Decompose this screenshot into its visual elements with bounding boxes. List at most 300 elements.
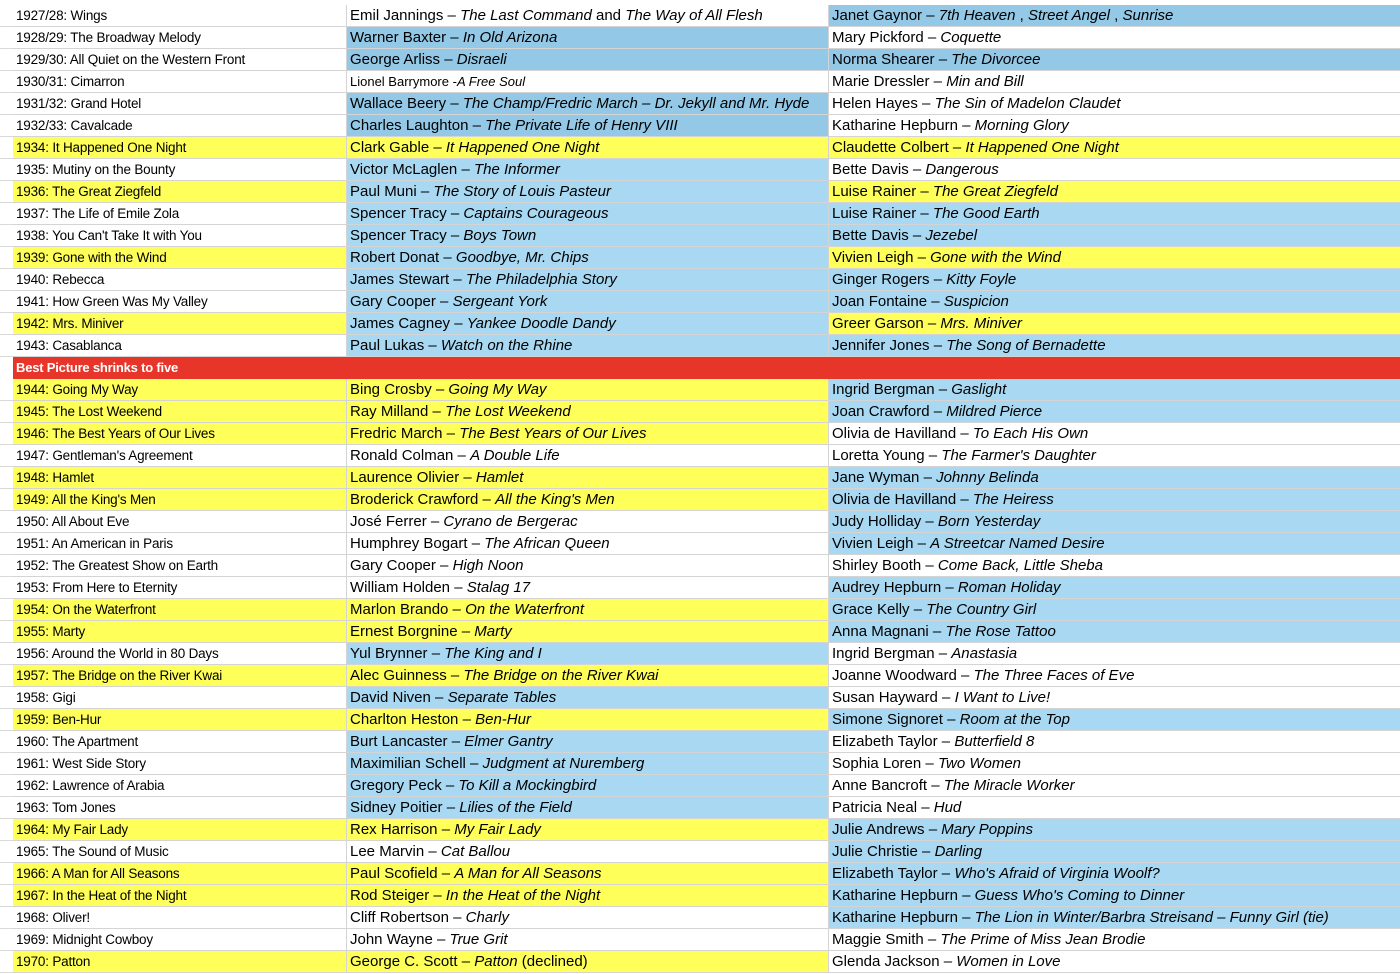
actress-film: Coquette — [940, 29, 1002, 46]
best-actress-cell[interactable] — [829, 951, 1400, 973]
actress-film: The Song of Bernadette — [946, 337, 1106, 354]
best-actress-cell[interactable] — [829, 423, 1400, 445]
separator: – — [939, 953, 957, 970]
best-picture-cell[interactable]: 1955: Marty — [13, 621, 347, 643]
actor-name: Robert Donat — [350, 249, 440, 266]
row-gutter — [0, 159, 13, 181]
table-row — [0, 27, 1400, 49]
best-actor-cell[interactable] — [347, 269, 829, 291]
best-actor-cell[interactable] — [347, 423, 829, 445]
best-picture-cell[interactable]: 1942: Mrs. Miniver — [13, 313, 347, 335]
separator: - — [449, 74, 457, 89]
separator: – — [459, 469, 476, 486]
best-actor-cell[interactable] — [347, 5, 829, 27]
best-actor-cell[interactable] — [347, 687, 829, 709]
actor-name: Paul Scofield — [350, 865, 438, 882]
actress-film: Mrs. Miniver — [940, 315, 1023, 332]
best-picture-cell[interactable]: 1968: Oliver! — [13, 907, 347, 929]
row-gutter — [0, 5, 13, 27]
actress-name: Judy Holliday — [832, 513, 922, 530]
separator: – — [956, 667, 974, 684]
best-actor-cell[interactable] — [347, 27, 829, 49]
best-picture-cell[interactable]: 1969: Midnight Cowboy — [13, 929, 347, 951]
best-actress-cell[interactable] — [829, 489, 1400, 511]
row-gutter — [0, 423, 13, 445]
best-picture-cell[interactable]: 1948: Hamlet — [13, 467, 347, 489]
best-picture-cell[interactable]: 1957: The Bridge on the River Kwai — [13, 665, 347, 687]
actress-name: Ingrid Bergman — [832, 645, 935, 662]
actor-film: The Bridge on the River Kwai — [463, 667, 659, 684]
separator: – — [934, 51, 952, 68]
table-row — [0, 621, 1400, 643]
best-picture-cell[interactable]: 1954: On the Waterfront — [13, 599, 347, 621]
actress-film: The Farmer's Daughter — [941, 447, 1096, 464]
row-gutter — [0, 643, 13, 665]
actor-film: Judgment at Nuremberg — [482, 755, 645, 772]
best-actor-cell[interactable] — [347, 533, 829, 555]
best-picture-cell[interactable]: 1935: Mutiny on the Bounty — [13, 159, 347, 181]
best-actor-cell[interactable] — [347, 115, 829, 137]
connector: and — [591, 7, 626, 24]
actor-name: Fredric March — [350, 425, 443, 442]
actress-name: Marie Dressler — [832, 73, 930, 90]
best-actress-cell[interactable] — [829, 71, 1400, 93]
actress-film: The Lion in Winter/Barbra Streisand – Funny Girl (tie) — [974, 909, 1329, 926]
best-picture-cell[interactable]: 1927/28: Wings — [13, 5, 347, 27]
actor-film: Marty — [474, 623, 512, 640]
best-actor-cell[interactable] — [347, 819, 829, 841]
best-actor-cell[interactable] — [347, 643, 829, 665]
table-row — [0, 753, 1400, 775]
best-picture-cell[interactable]: 1947: Gentleman's Agreement — [13, 445, 347, 467]
actress-name: Katharine Hepburn — [832, 887, 958, 904]
best-actress-cell[interactable] — [829, 709, 1400, 731]
best-actress-cell[interactable] — [829, 247, 1400, 269]
separator: – — [424, 337, 441, 354]
row-gutter — [0, 71, 13, 93]
best-actor-cell[interactable] — [347, 863, 829, 885]
best-actor-cell[interactable] — [347, 907, 829, 929]
best-actor-cell[interactable] — [347, 731, 829, 753]
actor-name: George Arliss — [350, 51, 441, 68]
table-row — [0, 863, 1400, 885]
best-picture-cell[interactable]: 1936: The Great Ziegfeld — [13, 181, 347, 203]
best-actress-cell[interactable] — [829, 203, 1400, 225]
best-actor-cell[interactable] — [347, 929, 829, 951]
best-picture-cell[interactable]: 1952: The Greatest Show on Earth — [13, 555, 347, 577]
best-actress-cell[interactable] — [829, 885, 1400, 907]
best-picture-cell[interactable]: 1963: Tom Jones — [13, 797, 347, 819]
best-picture-cell[interactable]: 1941: How Green Was My Valley — [13, 291, 347, 313]
table-row — [0, 203, 1400, 225]
separator: – — [442, 425, 460, 442]
table-row — [0, 797, 1400, 819]
table-row — [0, 555, 1400, 577]
best-actor-cell[interactable] — [347, 511, 829, 533]
actor-film: In the Heat of the Night — [445, 887, 601, 904]
best-actor-cell[interactable] — [347, 621, 829, 643]
row-gutter — [0, 863, 13, 885]
best-picture-cell[interactable]: 1944: Going My Way — [13, 379, 347, 401]
best-actress-cell[interactable] — [829, 511, 1400, 533]
separator: – — [427, 645, 445, 662]
best-actor-cell[interactable] — [347, 137, 829, 159]
row-gutter — [0, 49, 13, 71]
separator: – — [922, 7, 939, 24]
actor-film: It Happened One Night — [445, 139, 600, 156]
separator: – — [916, 183, 933, 200]
actor-film: Captains Courageous — [463, 205, 609, 222]
separator: – — [957, 117, 975, 134]
separator: – — [956, 491, 973, 508]
actor-name: Yul Brynner — [350, 645, 428, 662]
actor-name: Paul Muni — [350, 183, 417, 200]
separator: – — [917, 799, 934, 816]
best-actress-cell[interactable] — [829, 731, 1400, 753]
table-row — [0, 401, 1400, 423]
actress-name: Joan Crawford — [832, 403, 930, 420]
best-actress-cell[interactable] — [829, 137, 1400, 159]
actress-name: Sophia Loren — [832, 755, 922, 772]
actor-name: Broderick Crawford — [350, 491, 479, 508]
table-row — [0, 885, 1400, 907]
separator: – — [957, 909, 975, 926]
spreadsheet-grid — [0, 5, 1400, 973]
best-actress-cell[interactable] — [829, 335, 1400, 357]
actor-film: Boys Town — [463, 227, 537, 244]
actor-name: Wallace Beery — [350, 95, 447, 112]
row-gutter — [0, 907, 13, 929]
actor-name: Paul Lukas — [350, 337, 425, 354]
table-row — [0, 225, 1400, 247]
row-gutter — [0, 841, 13, 863]
actor-film: Stalag 17 — [466, 579, 531, 596]
best-actor-cell[interactable] — [347, 841, 829, 863]
table-row — [0, 269, 1400, 291]
best-actress-cell[interactable] — [829, 313, 1400, 335]
actor-name: Humphrey Bogart — [350, 535, 468, 552]
best-actor-cell[interactable] — [347, 555, 829, 577]
table-row — [0, 115, 1400, 137]
best-picture-cell[interactable]: 1967: In the Heat of the Night — [13, 885, 347, 907]
actor-film: Sergeant York — [452, 293, 548, 310]
best-actress-cell[interactable] — [829, 599, 1400, 621]
best-picture-cell[interactable]: 1961: West Side Story — [13, 753, 347, 775]
separator: – — [929, 403, 947, 420]
separator: – — [439, 249, 456, 266]
actress-film: The Heiress — [972, 491, 1054, 508]
best-actor-cell[interactable] — [347, 49, 829, 71]
actor-name: Gary Cooper — [350, 293, 436, 310]
best-actress-cell[interactable] — [829, 841, 1400, 863]
actress-name: Glenda Jackson — [832, 953, 940, 970]
best-actress-cell[interactable] — [829, 115, 1400, 137]
best-picture-cell[interactable]: 1931/32: Grand Hotel — [13, 93, 347, 115]
best-actress-cell[interactable] — [829, 49, 1400, 71]
table-row — [0, 181, 1400, 203]
actress-film: Butterfield 8 — [954, 733, 1035, 750]
best-picture-cell[interactable]: 1949: All the King's Men — [13, 489, 347, 511]
actress-film: 7th Heaven — [938, 7, 1016, 24]
separator: – — [916, 205, 933, 222]
table-row — [0, 709, 1400, 731]
best-picture-cell[interactable]: 1945: The Lost Weekend — [13, 401, 347, 423]
best-picture-cell[interactable]: 1934: It Happened One Night — [13, 137, 347, 159]
actor-film: True Grit — [449, 931, 508, 948]
best-actor-cell[interactable] — [347, 467, 829, 489]
actor-name: James Stewart — [350, 271, 450, 288]
best-picture-cell[interactable]: 1937: The Life of Emile Zola — [13, 203, 347, 225]
best-actress-cell[interactable] — [829, 621, 1400, 643]
actress-name: Katharine Hepburn — [832, 117, 958, 134]
best-picture-cell[interactable]: 1940: Rebecca — [13, 269, 347, 291]
best-picture-cell[interactable]: 1932/33: Cavalcade — [13, 115, 347, 137]
best-actor-cell[interactable] — [347, 159, 829, 181]
separator: – — [465, 755, 483, 772]
separator: – — [917, 95, 935, 112]
best-actress-cell[interactable] — [829, 5, 1400, 27]
best-actress-cell[interactable] — [829, 687, 1400, 709]
separator: – — [450, 315, 467, 332]
best-actress-cell[interactable] — [829, 643, 1400, 665]
row-gutter — [0, 269, 13, 291]
actor-name: Spencer Tracy — [350, 205, 447, 222]
actress-name: Claudette Colbert — [832, 139, 949, 156]
row-gutter — [0, 885, 13, 907]
actor-film: Lilies of the Field — [459, 799, 572, 816]
best-actor-cell[interactable] — [347, 335, 829, 357]
best-actress-cell[interactable] — [829, 401, 1400, 423]
best-picture-cell[interactable]: 1970: Patton — [13, 951, 347, 973]
best-picture-cell[interactable]: 1953: From Here to Eternity — [13, 577, 347, 599]
actress-name: Patricia Neal — [832, 799, 918, 816]
actress-film: Mary Poppins — [941, 821, 1033, 838]
actress-film: A Streetcar Named Desire — [930, 535, 1105, 552]
row-gutter — [0, 753, 13, 775]
best-actress-cell[interactable] — [829, 93, 1400, 115]
best-picture-cell[interactable]: 1929/30: All Quiet on the Western Front — [13, 49, 347, 71]
actress-name: Greer Garson — [832, 315, 924, 332]
best-picture-cell[interactable]: 1964: My Fair Lady — [13, 819, 347, 841]
separator: – — [917, 843, 935, 860]
actor-film: The Story of Louis Pasteur — [433, 183, 611, 200]
best-actor-cell[interactable] — [347, 753, 829, 775]
actor-film: The Best Years of Our Lives — [459, 425, 647, 442]
best-actor-cell[interactable] — [347, 951, 829, 973]
actress-name: Ginger Rogers — [832, 271, 930, 288]
best-actress-cell[interactable] — [829, 577, 1400, 599]
actor-film: Elmer Gantry — [464, 733, 553, 750]
actress-film: I Want to Live! — [954, 689, 1051, 706]
actor-name: Laurence Olivier — [350, 469, 460, 486]
actor-note: (declined) — [517, 953, 588, 970]
actor-film: Cyrano de Bergerac — [443, 513, 578, 530]
best-picture-cell[interactable]: 1965: The Sound of Music — [13, 841, 347, 863]
actor-film: The Lost Weekend — [445, 403, 571, 420]
actress-name: Audrey Hepburn — [832, 579, 942, 596]
separator: – — [468, 117, 486, 134]
actor-name: John Wayne — [350, 931, 433, 948]
table-row — [0, 71, 1400, 93]
best-actress-cell[interactable] — [829, 467, 1400, 489]
best-actress-cell[interactable] — [829, 533, 1400, 555]
row-gutter — [0, 335, 13, 357]
best-actress-cell[interactable] — [829, 555, 1400, 577]
separator: – — [467, 535, 485, 552]
best-actor-cell[interactable] — [347, 775, 829, 797]
actress-film: Morning Glory — [974, 117, 1069, 134]
row-gutter — [0, 709, 13, 731]
table-row — [0, 467, 1400, 489]
actor-name: Sidney Poitier — [350, 799, 443, 816]
best-actress-cell[interactable] — [829, 445, 1400, 467]
best-actress-cell[interactable] — [829, 181, 1400, 203]
row-gutter — [0, 137, 13, 159]
table-row — [0, 379, 1400, 401]
row-gutter — [0, 203, 13, 225]
best-actor-cell[interactable] — [347, 225, 829, 247]
best-actor-cell[interactable] — [347, 885, 829, 907]
best-actor-cell[interactable] — [347, 291, 829, 313]
actor-film: Watch on the Rhine — [440, 337, 573, 354]
best-picture-cell[interactable]: 1966: A Man for All Seasons — [13, 863, 347, 885]
best-picture-cell[interactable]: 1962: Lawrence of Arabia — [13, 775, 347, 797]
actress-film: The Good Earth — [932, 205, 1040, 222]
best-actress-cell[interactable] — [829, 775, 1400, 797]
best-picture-cell[interactable]: 1956: Around the World in 80 Days — [13, 643, 347, 665]
best-actress-cell[interactable] — [829, 797, 1400, 819]
separator: – — [429, 887, 446, 904]
separator: – — [448, 909, 466, 926]
actress-name: Luise Rainer — [832, 183, 917, 200]
best-actress-cell[interactable] — [829, 379, 1400, 401]
actress-name: Katharine Hepburn — [832, 909, 958, 926]
table-row — [0, 49, 1400, 71]
row-gutter — [0, 665, 13, 687]
best-actor-cell[interactable] — [347, 203, 829, 225]
best-picture-cell[interactable]: 1958: Gigi — [13, 687, 347, 709]
best-actress-cell[interactable] — [829, 159, 1400, 181]
actor-name: Warner Baxter — [350, 29, 447, 46]
separator: – — [446, 95, 463, 112]
actor-film: The African Queen — [484, 535, 610, 552]
actor-film: To Kill a Mockingbird — [458, 777, 597, 794]
separator: – — [428, 403, 446, 420]
best-picture-cell[interactable]: 1938: You Can't Take It with You — [13, 225, 347, 247]
actor-film: A Double Life — [470, 447, 560, 464]
actor-name: Rex Harrison — [350, 821, 438, 838]
best-actor-cell[interactable] — [347, 181, 829, 203]
actor-name: Ray Milland — [350, 403, 429, 420]
actor-name: David Niven — [350, 689, 431, 706]
actress-film: The Prime of Miss Jean Brodie — [940, 931, 1146, 948]
actor-name: William Holden — [350, 579, 451, 596]
actress-film: Women in Love — [956, 953, 1061, 970]
row-gutter — [0, 93, 13, 115]
actress-name: Anna Magnani — [832, 623, 929, 640]
actor-name: Spencer Tracy — [350, 227, 447, 244]
best-picture-cell[interactable]: 1950: All About Eve — [13, 511, 347, 533]
best-actor-cell[interactable] — [347, 93, 829, 115]
banner-row — [0, 357, 1400, 379]
best-actor-cell[interactable] — [347, 313, 829, 335]
best-actress-cell[interactable] — [829, 291, 1400, 313]
best-actor-cell[interactable] — [347, 379, 829, 401]
row-gutter — [0, 951, 13, 973]
best-actor-cell[interactable] — [347, 247, 829, 269]
best-actor-cell[interactable] — [347, 599, 829, 621]
best-picture-cell[interactable]: 1930/31: Cimarron — [13, 71, 347, 93]
table-row — [0, 137, 1400, 159]
actor-name: Ernest Borgnine — [350, 623, 458, 640]
actress-film: It Happened One Night — [965, 139, 1119, 156]
actor-name: Victor McLaglen — [350, 161, 458, 178]
best-actress-cell[interactable] — [829, 27, 1400, 49]
separator: – — [446, 227, 464, 244]
section-banner[interactable]: Best Picture shrinks to five — [13, 357, 1400, 379]
actor-film: Separate Tables — [447, 689, 557, 706]
row-gutter — [0, 181, 13, 203]
best-actor-cell[interactable] — [347, 577, 829, 599]
actress-name: Susan Hayward — [832, 689, 938, 706]
best-actor-cell[interactable] — [347, 445, 829, 467]
actor-film: The Informer — [473, 161, 560, 178]
connector: , — [1110, 7, 1123, 24]
best-actress-cell[interactable] — [829, 907, 1400, 929]
best-actress-cell[interactable] — [829, 269, 1400, 291]
best-picture-cell[interactable]: 1928/29: The Broadway Melody — [13, 27, 347, 49]
separator: – — [437, 865, 455, 882]
best-picture-cell[interactable]: 1951: An American in Paris — [13, 533, 347, 555]
best-picture-cell[interactable]: 1939: Gone with the Wind — [13, 247, 347, 269]
best-actor-cell[interactable] — [347, 665, 829, 687]
best-actress-cell[interactable] — [829, 819, 1400, 841]
best-actress-cell[interactable] — [829, 225, 1400, 247]
best-actress-cell[interactable] — [829, 863, 1400, 885]
separator: – — [447, 733, 465, 750]
actress-name: Elizabeth Taylor — [832, 733, 938, 750]
actor-film: Patton — [474, 953, 518, 970]
best-actress-cell[interactable] — [829, 665, 1400, 687]
actress-name: Anne Bancroft — [832, 777, 928, 794]
separator: – — [457, 953, 475, 970]
actor-film: Ben-Hur — [475, 711, 531, 728]
row-gutter — [0, 247, 13, 269]
best-picture-cell[interactable]: 1946: The Best Years of Our Lives — [13, 423, 347, 445]
actor-name: Lionel Barrymore — [350, 74, 449, 89]
best-actor-cell[interactable] — [347, 71, 829, 93]
best-actor-cell[interactable] — [347, 709, 829, 731]
best-picture-cell[interactable]: 1943: Casablanca — [13, 335, 347, 357]
table-row — [0, 335, 1400, 357]
separator: – — [923, 931, 941, 948]
best-actor-cell[interactable] — [347, 489, 829, 511]
best-actress-cell[interactable] — [829, 929, 1400, 951]
best-actress-cell[interactable] — [829, 753, 1400, 775]
actor-film: Charly — [465, 909, 509, 926]
actor-film-2: The Way of All Flesh — [625, 7, 763, 24]
separator: – — [443, 7, 461, 24]
best-actor-cell[interactable] — [347, 797, 829, 819]
best-picture-cell[interactable]: 1959: Ben-Hur — [13, 709, 347, 731]
actor-name: Maximilian Schell — [350, 755, 466, 772]
actress-name: Julie Andrews — [832, 821, 925, 838]
best-picture-cell[interactable]: 1960: The Apartment — [13, 731, 347, 753]
best-actor-cell[interactable] — [347, 401, 829, 423]
row-gutter — [0, 445, 13, 467]
row-gutter — [0, 797, 13, 819]
actress-film: Min and Bill — [946, 73, 1024, 90]
